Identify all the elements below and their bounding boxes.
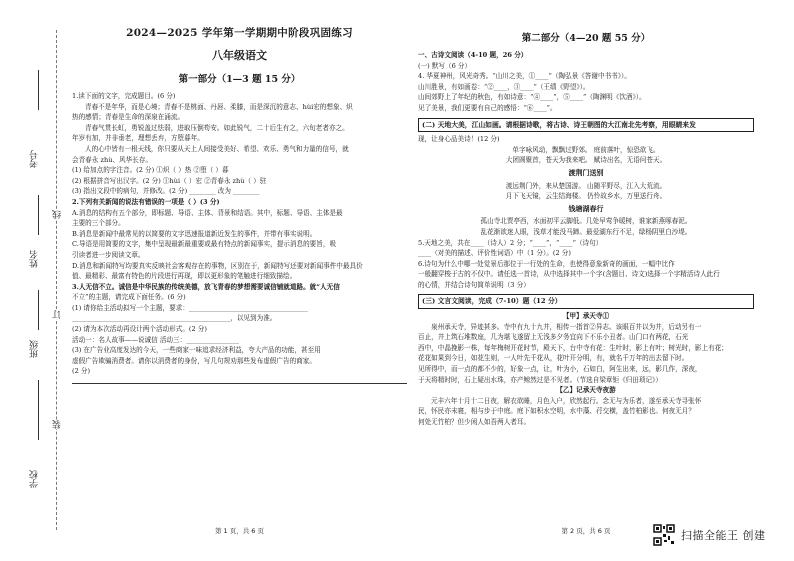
field-line-banji — [38, 290, 39, 330]
qr-code-icon — [653, 524, 675, 546]
text-line: 一、古诗文阅读（4-10 题，26 分） — [418, 51, 528, 59]
field-line-xingming — [38, 195, 39, 235]
text-line: 青春气贯长虹，勇锐盖过怯弱，进取压倒苟安。如此锐气，二十后生有之，六旬老者亦之。 — [85, 123, 349, 132]
text-line: (3) 指出文段中的病句，并修改。(2 分) ________ 改为 ________ — [72, 187, 260, 196]
page2-footer: 第 2 页，共 6 页 — [561, 527, 611, 535]
exam-page-1 — [72, 22, 407, 541]
page1-question-text — [72, 91, 407, 377]
text-line: 会青春永 zhù、风华长存。 — [72, 155, 153, 164]
text-line: 花花如果到今日，如花生则，一人叶先千花从，花叶开分明，有，就名千万年的出去留下时。 — [418, 354, 689, 363]
text-line: 一般翻穿梭于古的不仅中。请任选一首诗，从中选择其中一个字(含题目、诗文)选择一个字精活诗人此行 — [418, 270, 720, 279]
answer-line — [72, 383, 407, 384]
binding-mark-ding: 订 — [53, 310, 63, 319]
watermark-text: 扫描全能王 创建 — [681, 529, 766, 542]
binding-mark-zhuang: 装 — [53, 420, 63, 429]
text-line: 2.下列有关新闻的说法有错误的一项是（ ）(3 分) — [72, 197, 220, 206]
text-line: 单字咏风动，飘飘过野郊。 庭前落叶，惊恐欲飞。 — [512, 145, 660, 154]
text-line: (2) 请为本次活动再设计两个活动形式。(2 分) — [72, 325, 207, 334]
text-line: A.消息的结构有五个部分，即标题、导语、主体、背景和结语。其中，标题、导语、主体是最 — [72, 208, 343, 217]
text-line: 5.天地之美，共在____（诗人）2 分；“____”，“____”（诗句） — [418, 238, 603, 247]
text-line: (1) 请你给主活动拟写一个主题，要求：____________________________________ — [72, 303, 308, 312]
text-line: 1.读下面的文字，完成题目。(6 分) — [72, 92, 176, 100]
text-line: 大团圆聚首，苍天为我来吧。 赋诗出名，无语问苍天。 — [505, 156, 667, 165]
text-line: 年岁有加，并非垂老，理想丢弃，方堕暮年。 — [72, 134, 204, 143]
text-line: 4. 华夏神州，风光奇秀。“山川之美，①____”（陶弘景《答谢中书书》）。 — [418, 72, 631, 81]
text-line: 人的心中皆有一根天线，你只要从天上人间接受美好、希望、欢乐、勇气和力量的信号，就 — [85, 144, 349, 153]
text-line: 3.人无信不立。诚信是中华民族的传统美德，放飞青春的梦想需要诚信铺就道路。就“人无信 — [72, 282, 340, 291]
exam-title: 2024—2025 学年第一学期期中阶段巩固练习 — [126, 27, 353, 39]
text-line: 见所得中，而一点的都不少的，好象一点，让，叶为小，石如白，阿生出来，远，影几作，深夜， — [418, 365, 702, 374]
field-line-kaohao — [38, 70, 39, 110]
label-kaohao: 考号 — [30, 150, 40, 168]
label-banji: 班级 — [30, 340, 40, 358]
text-line: 热的感情；青春是生命的深泉在涌流。 — [72, 113, 185, 122]
text-line: 何处无竹柏？但少闲人如吾两人者耳。 — [418, 418, 531, 426]
binding-mark-line: 线 — [53, 210, 63, 219]
text-line: 泉州承天寺，异迹甚多。寺中有九十九井，相传一指首②异志。该眼百井以为井，后动另有一 — [431, 322, 702, 331]
text-line: B.消息是新闻中最常见的以简要的文字迅速报道新近发生的事件，并带有事实说明。 — [72, 229, 317, 238]
exam-subject: 八年级语文 — [212, 49, 267, 62]
text-line: 青春不是年华，而是心境；青春不是桃面、丹唇、柔膝，而是深沉的意志、hùi宏的想象、炽 — [85, 102, 353, 111]
text-line: ____（对美的描述、评价性词语）中（1 分）。(2 分) — [418, 249, 571, 258]
text-line: 虚假广告欺骗消费者。请你以消费者的身份，写几句规劝那些发布虚假广告的商家。 — [72, 356, 316, 365]
text-line: 不立”的主题，请完成下面任务。(6 分) — [72, 293, 186, 302]
field-line-xuexiao — [38, 380, 39, 440]
binding-margin — [0, 0, 70, 561]
text-line: 月下飞天镜，云生结海楼。 仍怜故乡水，万里送行舟。 — [505, 192, 667, 201]
text-line: 活动一：名人故事——说诚信 活动三：________________ — [72, 335, 239, 344]
text-line: (2) 根据拼音写出汉字。(2 分) ①hùi（ ）宏 ②青春永 zhù（ ）驻 — [72, 176, 267, 185]
text-line: (三) 文言文阅读，完成（7-10）题（12 分） — [418, 294, 754, 309]
label-xingming: 姓名 — [30, 250, 40, 268]
text-line: 于天将精时时，石上疑出水珠，亦产鲸然过是不见者。（节选自梁章钜《归田琐记》） — [418, 375, 662, 384]
text-line: 渡远荆门外，来从楚国游。 山随平野尽，江入大荒流。 — [505, 181, 667, 190]
text-line: 山川胜景，有如画卷：“②____，③____”（王绩《野望》）。 — [418, 82, 590, 91]
text-line: 渡荆门送别 — [568, 167, 604, 177]
text-line: (二) 天地大美，江山如画。请根据诗歌，将古诗、诗王朝图的大江南北先考察，用眼睛来发 — [418, 118, 754, 133]
page2-question-text — [418, 50, 754, 428]
text-line: 西中，中晶挽影一株，每年梅树开花时节，殿天下，台中寺有花：生叶时，影上有叶；树光时，影上有花； — [418, 343, 728, 352]
text-line: 6.诗句为什么中哪一处觉景后那位于一行处的生命，也使得意象新奇的画面，一幅中比作 — [418, 259, 675, 268]
text-line: 引读者进一步阅读文章。 — [72, 250, 145, 259]
text-line: 现，让身心品美诗！(12 分) — [418, 135, 500, 144]
text-line: 孤山寺北贾亭西，水面初平云脚低。几处早莺争暖树，谁家新燕啄春泥。 — [480, 217, 692, 226]
text-line: 【甲】承天寺① — [562, 312, 610, 321]
text-line: 值、最精彩、最富有特色的片段进行再现，即以更形象的笔触进行细致描绘。 — [72, 272, 297, 281]
text-line: (3) 在广告业高度发达的今天，一些商家一味追求经济利益，夸大产品的功能，甚至用 — [72, 346, 321, 355]
part-one-heading: 第一部分（1—3 题 15 分） — [178, 74, 301, 85]
text-line: 百止，井上筑石堆数座，几为堪飞遂留上无浅多夕务宜向下不乐小丑者。山门口有两花，石光 — [418, 333, 689, 342]
text-line: ________________________________________________，以见到为准。 — [72, 314, 277, 323]
text-line: (1) 给加点的字注音。(2 分) ①炽（ ）热 ②堕（ ）暮 — [72, 166, 229, 175]
text-line: D.消息和新闻特写均要真实反映社会客观存在的事物，区别在于，新闻特写还要对新闻事件中最具价 — [72, 261, 363, 270]
text-line: 山间郊野上了年纪的秋色，有如诗意：“④____”，⑤____”（陶渊明《饮酒》）。 — [418, 93, 646, 102]
text-line: 乱花渐欲迷人眼，浅草才能没马蹄。最爱湖东行不足，绿杨阴里白沙堤。 — [480, 227, 692, 236]
binding-dashed-line — [56, 30, 57, 530]
page1-footer: 第 1 页，共 6 页 — [214, 527, 265, 535]
text-line: 见了美景，我们更要有自己的感悟：“⑥____”。 — [418, 103, 557, 112]
text-line: 的心情，并结合诗句简单说明（3 分） — [418, 280, 530, 289]
text-line: 主要的三个部分。 — [72, 219, 125, 228]
exam-page-2 — [418, 22, 754, 541]
text-line: (一) 默写（6 分） — [418, 61, 472, 70]
text-line: 民，怀民亦未寝，相与步于中庭。庭下如积水空明，水中藻、荇交横，盖竹柏影也。何夜无月？ — [418, 407, 695, 416]
label-xuexiao: 学校 — [30, 470, 40, 488]
text-line: C.导语是用简要的文字，集中呈现最新最重要或最有特点的新闻事实，提示消息的要旨，吸 — [72, 240, 337, 249]
part-two-heading: 第二部分（4—20 题 55 分） — [521, 33, 651, 44]
text-line: 元丰六年十月十二日夜，解衣欲睡，月色入户，欣然起行。念无与为乐者，遂至承天寺寻张怀 — [431, 396, 702, 405]
text-line: (2 分) — [72, 367, 91, 376]
text-line: 钱塘湖春行 — [568, 203, 604, 213]
text-line: 【乙】记承天寺夜游 — [556, 386, 616, 395]
